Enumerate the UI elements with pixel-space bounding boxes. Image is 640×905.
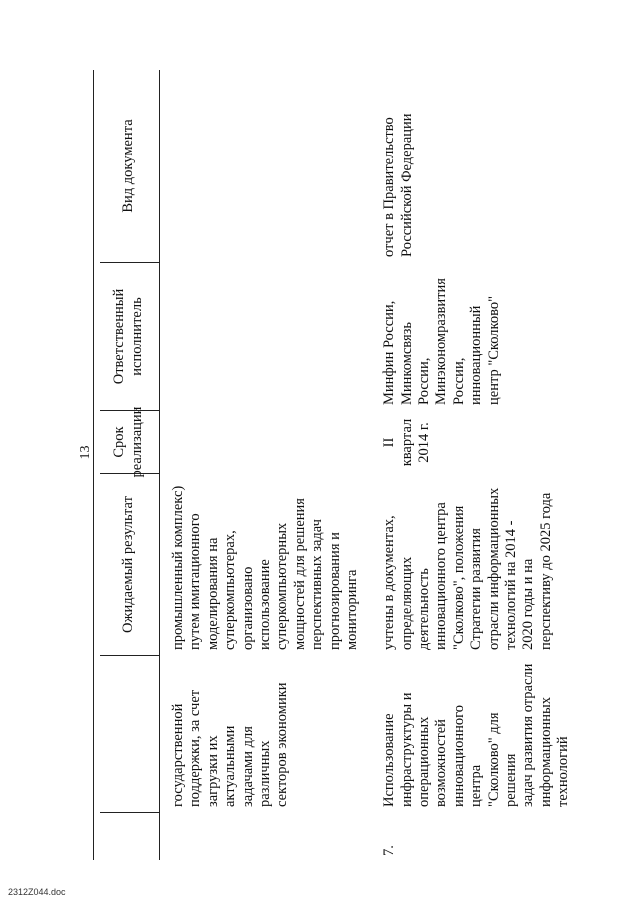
- row-1-number: [160, 813, 361, 860]
- row-1-executor: [160, 263, 361, 411]
- plan-table: [100, 70, 573, 860]
- row-1-result: промышленный комплекс) путем имитационного моделирования на суперкомпьютерах, организовано использование суперкомпьютерных мощностей для решения перспективных задач прогнозирования и мониторинга: [170, 485, 360, 650]
- row-2-executor: Минфин России, Минкомсвязь России, Минэкономразвития России, инновационный центр "Сколково": [381, 278, 502, 405]
- row-1-deadline: [160, 411, 361, 474]
- row-2-measure: Использование инфраструктуры и операционных возможностей инновационного центра "Сколково" для решения задач развития отрасли информационных технологий: [381, 663, 572, 807]
- header-num: [100, 813, 160, 860]
- row-1-measure: государственной поддержки, за счет загрузки их актуальными задачами для различных секторов экономики: [170, 682, 291, 807]
- header-document-type: Вид документа: [100, 70, 160, 263]
- row-2-document-type: отчет в Правительство Российской Федерации: [381, 113, 415, 257]
- header-measure: [100, 656, 160, 813]
- table-top-rule: [93, 70, 94, 860]
- header-expected-result: Ожидаемый результат: [100, 474, 160, 656]
- file-code: 2312Z044.doc: [8, 887, 66, 897]
- row-2-number: 7.: [381, 845, 398, 856]
- header-executor: Ответственный исполнитель: [100, 263, 160, 411]
- row-1-document-type: [160, 70, 361, 263]
- header-deadline: Срок реализации: [100, 411, 160, 474]
- row-2-deadline: II квартал 2014 г.: [381, 418, 433, 467]
- row-2-result: учтены в документах, определяющих деятельность инновационного центра "Сколково", положения Стратегии развития отрасли информационных технологий на 2014 - 2020 годы и на перспективу до 2025 года: [381, 487, 554, 650]
- page-number: 13: [78, 445, 93, 460]
